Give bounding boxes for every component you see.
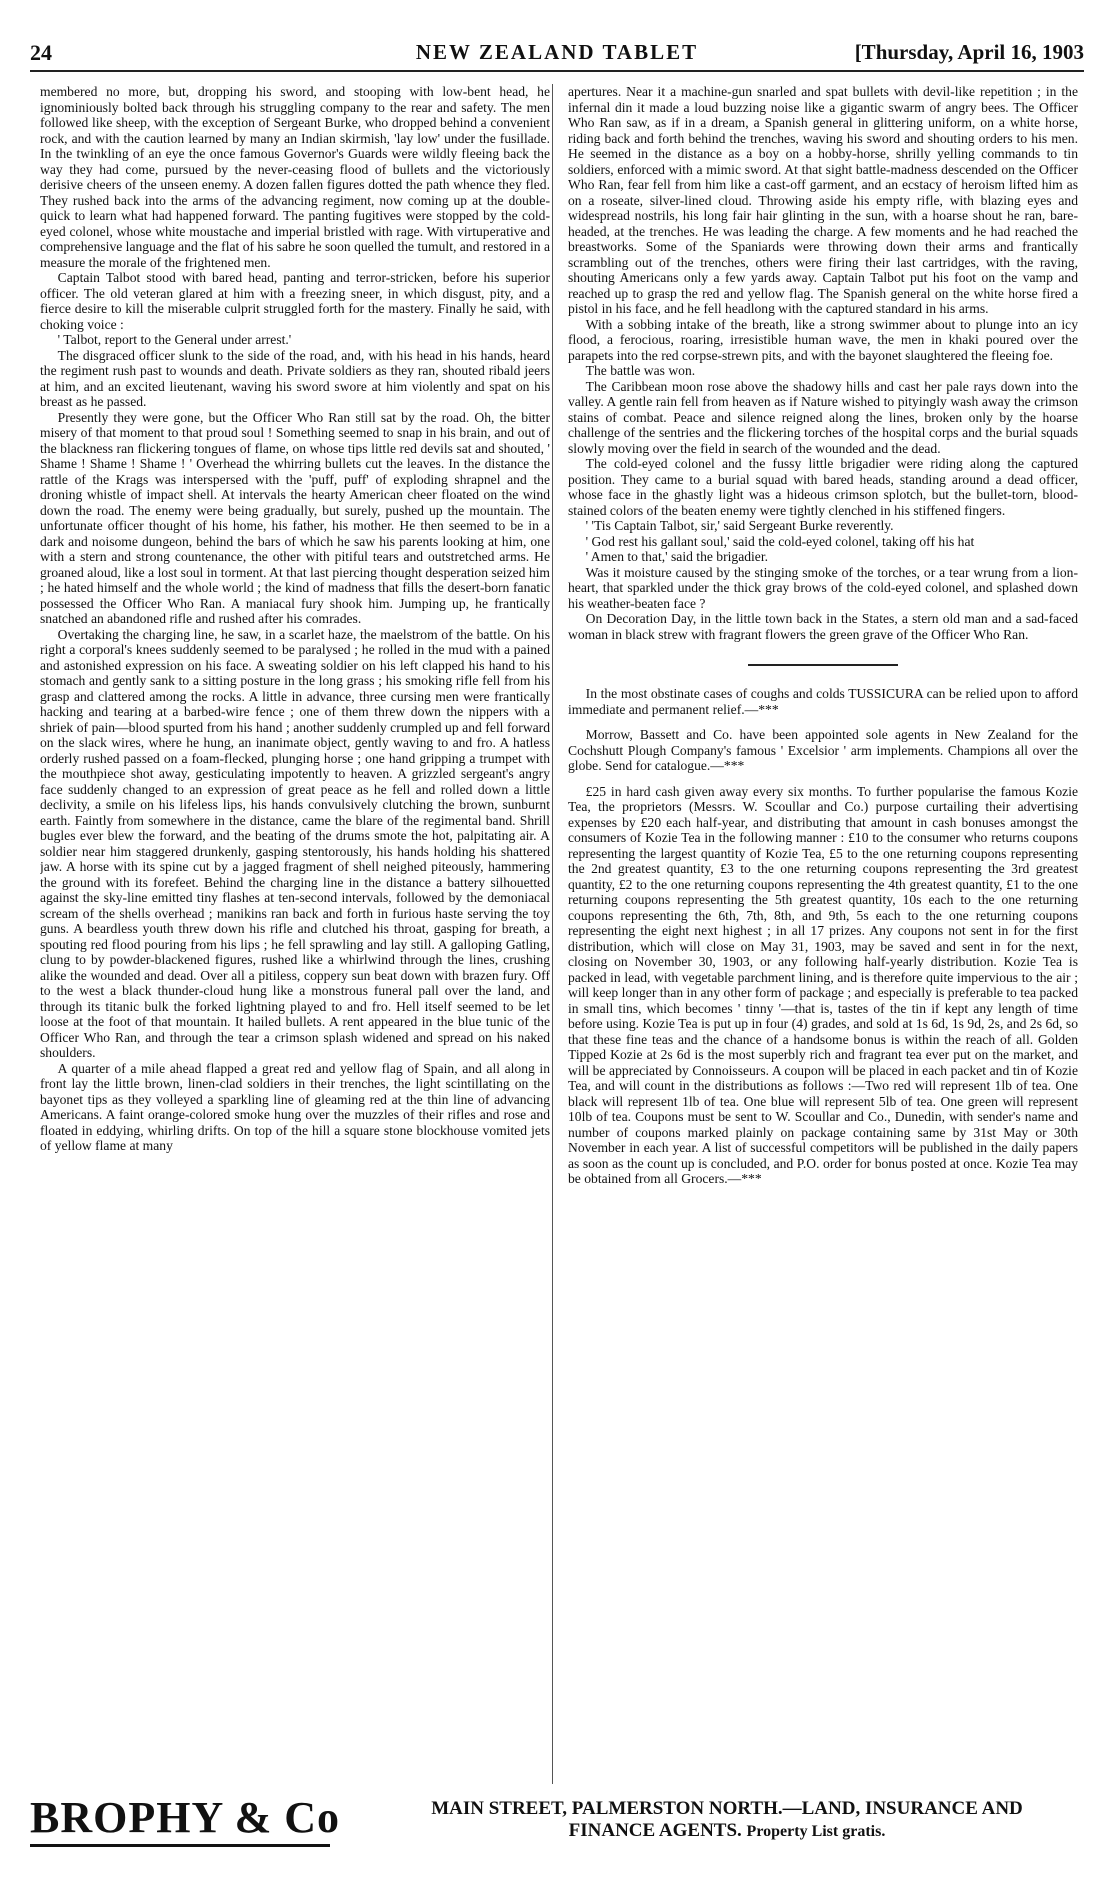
story-paragraph: The battle was won.	[585, 363, 696, 378]
story-paragraph: On Decoration Day, in the little town back in the States, a stern old man and a sad-faced woman in black strew with fragrant flowers the green grave of the Officer Who Ran.	[568, 611, 1078, 642]
column-divider	[552, 84, 553, 1784]
story-paragraph: membered no more, but, dropping his sword, and stooping with low-bent head, he ignominiously bolted back through his struggling company to the rear and safety. The men followed like sheep, with the exception of Sergeant Burke, who dropped behind a convenient rock, and with the caution learned by many an Indian skirmish, 'lay low' under the fusillade. In the twinkling of an eye the once famous Governor's Guards were wildly fleeing back the way they had come, pursued by the never-ceasing flood of bullets and the victoriously derisive cheers of the unseen enemy. A dozen fallen figures dotted the path whence they fled. They rushed back into the arms of the advancing regiment, now coming up at the double-quick to learn what had happened forward. The panting fugitives were stopped by the cold-eyed colonel, whose white moustache and imperial bristled with rage. With virtuperative and comprehensive language and the flat of his sabre he soon quelled the tumult, and restored in a measure the morale of the frightened men.	[40, 84, 550, 270]
advertisement-text	[370, 1798, 1084, 1843]
story-paragraph: Overtaking the charging line, he saw, in a scarlet haze, the maelstrom of the battle. On his right a corporal's knees suddenly seemed to be paralysed ; he rolled in the mud with a pained and astonished expression on his face. A sweating soldier on his left clapped his hand to his stomach and gently sank to a sitting posture in the long grass ; his smoking rifle fell from his grasp and clattered among the rocks. A little in advance, three cursing men were frantically hacking and tearing at a barbed-wire fence ; one of them threw down the nippers with a shriek of pain—blood spurted from his hand ; another suddenly crumpled up and fell forward on the slack wires, where he hung, an inanimate object, gently waving to and fro. A hatless orderly rushed passed on a foam-flecked, plunging horse ; one hand gripping a trumpet with the mouthpiece shot away, gesticulating impotently to heaven. A grizzled sergeant's angry face suddenly changed to an expression of great peace as he fell and rolled down a little declivity, a smile on his lifeless lips, his hands convulsively clutching the brown, sunburnt earth. Faintly from somewhere in the distance, came the blare of the regimental band. Shrill bugles ever blew the forward, and the beating of the drums smote the hot, palpitating air. A soldier near him staggered drunkenly, gasping stentorously, his hands holding his shattered jaw. A horse with its spine cut by a jagged fragment of shell neighed piteously, hammering the ground with its forefeet. Behind the charging line in the distance a battery silhouetted against the sky-line emitted tiny flashes at ten-second intervals, followed by the demoniacal scream of the shells overhead ; manikins ran back and forth in furious haste serving the toy guns. A beardless youth threw down his rifle and clutched his throat, gasping for breath, a spouting red flood pouring from his lips ; he fell sprawling and lay still. A galloping Gatling, clung to by powder-blackened figures, rushed like a whirlwind through the lines, crushing alike the wounded and dead. Over all a pitiless, coppery sun beat down with brazen fury. Off to the west a black thunder-cloud hung like a monstrous funeral pall over the land, and through its titanic bulk the forked lightning played to and fro. Hell itself seemed to be let loose at the foot of that mountain. It hailed bullets. A rent appeared in the blue tunic of the Officer Who Ran, and through the tear a crimson splash widened and spread on his naked shoulders.	[40, 626, 550, 1060]
page-number: 24	[30, 40, 52, 65]
story-paragraph: The Caribbean moon rose above the shadowy hills and cast her pale rays down into the valley. A gentle rain fell from heaven as if Nature wished to pityingly wash away the crimson stains of combat. Peace and silence reigned along the lines, broken only by the hoarse challenge of the sentries and the flickering torches of the hospital corps and the burial squads slowly moving over the field in search of the wounded and the dead.	[568, 378, 1078, 456]
story-paragraph: Captain Talbot stood with bared head, panting and terror-stricken, before his superior officer. The old veteran glared at him with a freezing sneer, in which disgust, pity, and a fierce desire to kill the miserable culprit struggled forth for the mastery. Finally he said, with choking voice :	[40, 270, 550, 332]
story-paragraph: ' God rest his gallant soul,' said the cold-eyed colonel, taking off his hat	[585, 533, 975, 549]
notice-paragraph: £25 in hard cash given away every six months. To further popularise the famous Kozie Tea, the proprietors (Messrs. W. Scoullar and Co.) purpose curtailing their advertising expenses by £20 each half-year, and distributing that amount in cash bonuses amongst the consumers of Kozie Tea in the following manner : £10 to the consumer who returns coupons representing the largest quantity of Kozie Tea, £5 to the one returning coupons representing the 2nd greatest quantity, £3 to the one returning coupons representing the 3rd greatest quantity, £2 to the one returning coupons representing the 4th greatest quantity, £1 to the one returning coupons representing the 5th greatest quantity, 10s each to the one returning coupons representing the 6th, 7th, 8th, and 9th, 5s each to the one returning coupons representing the eight next highest ; in all 17 prizes. Any coupons not sent in for the first distribution, which will close on May 31, 1903, may be saved and sent in for the next, closing on November 30, 1903, or any following half-yearly distribution. Kozie Tea is packed in lead, with vegetable parchment lining, and is therefore quite impervious to the air ; will keep longer than in any other form of package ; and especially is preferable to tea packed in small tins, which becomes ' tinny '—that is, tastes of the tin if kept any length of time before using. Kozie Tea is put up in four (4) grades, and sold at 1s 6d, 1s 9d, 2s, and 2s 6d, so that these fine teas and the chance of a handsome bonus is within the reach of all. Golden Tipped Kozie at 2s 6d is the most superbly rich and fragrant tea ever put on the market, and will be appreciated by Connoisseurs. A coupon will be placed in each packet and tin of Kozie Tea, and will count in the distributions as follows :—Two red will represent 1lb of tea. One black will represent 1lb of tea. One blue will represent 5lb of tea. One green will represent 10lb of tea. Coupons must be sent to W. Scoullar and Co., Dunedin, with sender's name and number of coupons marked plainly on package containing same by 31st May or 30th November in each year. A list of successful competitors will be published in the daily papers as soon as the count up is concluded, and P.O. order for bonus posted at once. Kozie Tea may be obtained from all Grocers.—***	[568, 783, 1078, 1186]
issue-date: [Thursday, April 16, 1903	[854, 40, 1084, 64]
ad-line-1: MAIN STREET, PALMERSTON NORTH.—LAND, INSURANCE AND	[431, 1798, 1023, 1819]
left-column	[40, 84, 550, 1784]
story-paragraph: A quarter of a mile ahead flapped a great red and yellow flag of Spain, and all along in front lay the little brown, linen-clad soldiers in their trenches, the light scintillating on the bayonet tips as they volleyed a sparkling line of gleaming red at the thin line of advancing Americans. A faint orange-colored smoke hung over the muzzles of their rifles and rose and floated in eddying, whirling drifts. On top of the hill a square stone blockhouse vomited jets of yellow flame at many	[40, 1060, 550, 1153]
ad-line-2-text: FINANCE AGENTS.	[568, 1820, 742, 1841]
section-separator	[748, 664, 898, 666]
right-column	[568, 84, 1078, 1784]
story-paragraph: ' Talbot, report to the General under arrest.'	[57, 332, 292, 347]
notice-paragraph: Morrow, Bassett and Co. have been appointed sole agents in New Zealand for the Cochshutt Plough Company's famous ' Excelsior ' arm implements. Champions all over the globe. Send for catalogue.—***	[568, 727, 1078, 773]
notice-paragraph: In the most obstinate cases of coughs and colds TUSSICURA can be relied upon to afford immediate and permanent relief.—***	[568, 686, 1078, 717]
advertiser-name: BROPHY & Co	[30, 1793, 341, 1842]
story-paragraph: ' Amen to that,' said the brigadier.	[585, 549, 769, 564]
story-paragraph: apertures. Near it a machine-gun snarled and spat bullets with devil-like repetition ; in the infernal din it made a loud buzzing noise like a gigantic swarm of angry bees. The Officer Who Ran saw, as if in a dream, a Spanish general in glittering uniform, on a white horse, riding back and forth behind the trenches, waving his sword and shouting orders to his men. He seemed in the distance as a boy on a hobby-horse, shrilly yelling commands to tin soldiers, enforced with a mimic sword. At that sight battle-madness descended on the Officer Who Ran, fear fell from him like a cast-off garment, and an ecstacy of heroism lifted him as on a roseate, silver-lined cloud. Throwing aside his empty rifle, with blazing eyes and widespread nostrils, his long fair hair glinting in the sun, with a hoarse shout he ran, bare-headed, at the trenches. He was leading the charge. A few moments and he had reached the breastworks. Some of the Spaniards were throwing down their arms and frantically scrambling out of the trenches, others were firing their last cartridges, with the raving, shouting Americans only a few yards away. Captain Talbot put his foot on the vamp and reached up to grasp the red and yellow flag. The Spanish general on the white horse fired a pistol in his face, and he fell headlong with the captured standard in his arms.	[568, 84, 1078, 316]
publication-title: NEW ZEALAND TABLET	[415, 40, 699, 64]
ad-line-3-text: Property List gratis.	[746, 1823, 886, 1840]
story-paragraph: ' 'Tis Captain Talbot, sir,' said Sergeant Burke reverently.	[585, 518, 894, 533]
ad-line-2	[370, 1820, 1084, 1843]
page-header	[30, 36, 1084, 72]
advertiser-underline	[30, 1844, 330, 1847]
story-paragraph: The disgraced officer slunk to the side of the road, and, with his head in his hands, heard the regiment rush past to wounds and death. Private soldiers as they ran, shouted ribald jeers at him, and an excited lieutenant, waving his sword swore at him violently and spat on his breast as he passed.	[40, 347, 550, 409]
footer-advertisement	[30, 1792, 1084, 1862]
story-paragraph: The cold-eyed colonel and the fussy little brigadier were riding along the captured position. They came to a burial squad with bared heads, standing around a dead officer, whose face in the ghastly light was a hideous crimson splotch, but the bullet-torn, blood-stained colors of the beaten enemy were tightly clenched in his stiffened fingers.	[568, 456, 1078, 518]
story-paragraph: With a sobbing intake of the breath, like a strong swimmer about to plunge into an icy flood, a ferocious, roaring, irresistible human wave, the men in khaki poured over the parapets into the red corpse-strewn pits, and with the bayonet slaughtered the fleeing foe.	[568, 316, 1078, 363]
story-paragraph: Presently they were gone, but the Officer Who Ran still sat by the road. Oh, the bitter misery of that moment to that proud soul ! Something seemed to snap in his brain, and out of the blackness ran flickering tongues of flame, on whose tips little red devils sat and shouted, ' Shame ! Shame ! Shame ! ' Overhead the whirring bullets cut the leaves. In the distance the rattle of the Krags was interspersed with the 'puff, puff' of exploding shrapnel and the droning whistle of impact shell. At intervals the hearty American cheer floated on the wind down the road. The enemy were being gradually, but surely, pushed up the mountain. The unfortunate officer thought of his home, his father, his mother. He then seemed to be in a dark and noisome dungeon, behind the bars of which he saw his parents looking at him, one with a stern and strong countenance, the other with pitiful tears and outstretched arms. He groaned aloud, like a lost soul in torment. At that last piercing thought desperation seized him ; he hated himself and the whole world ; the kind of madness that fills the desert-born fanatic possessed the Officer Who Ran. A maniacal fury shook him. Jumping up, he frantically snatched an abandoned rifle and rushed after his comrades.	[40, 409, 550, 626]
story-paragraph: Was it moisture caused by the stinging smoke of the torches, or a tear wrung from a lion-heart, that sparkled under the thick gray brows of the cold-eyed colonel, and splashed down his weather-beaten face ?	[568, 564, 1078, 611]
